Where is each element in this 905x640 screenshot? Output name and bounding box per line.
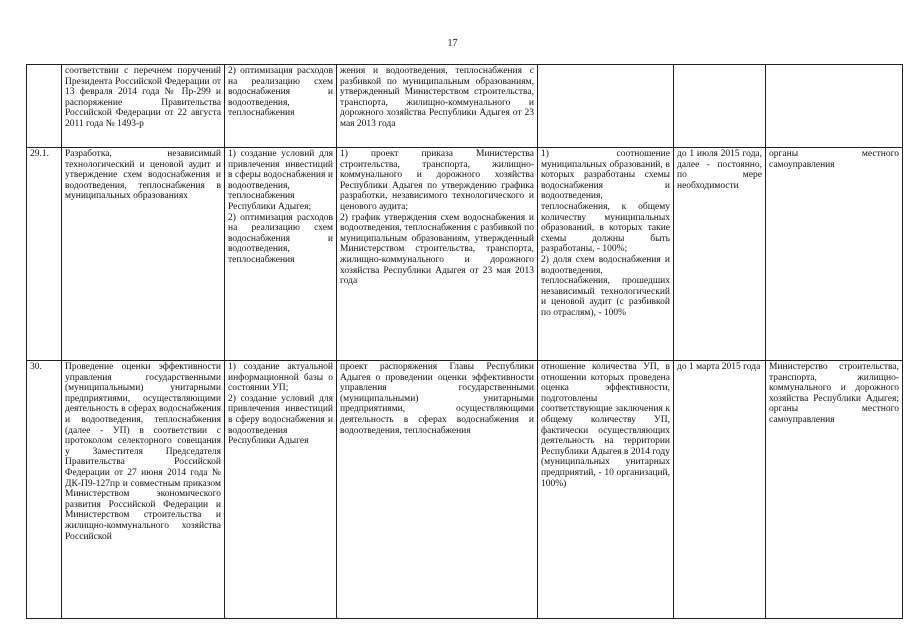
document-type: 1) проект приказа Министерства строительства, транспорта, жилищно-коммунального и дорожного хозяйства Республики Адыгея по утверждению графика разработки, независимого технологического и ценового аудита; 2) график утверждения схем водоснабжения и водоотведения, теплоснабжения с разбивкой по муниципальным образованиям, утвержденный Министерством строительства, транспорта, жилищно-коммунального и дорожного хозяйства Республики Адыгея от 23 мая 2013 года [337,148,538,361]
indicator: 1) соотношение муниципальных образований, в которых разработаны схемы водоснабжения и водоотведения, теплоснабжения, к общему количеству муниципальных образований, в которых такие схемы должны быть разработаны, - 100%; 2) доля схем водоснабжения и водоотведения, теплоснабжения, прошедших независимый технологический и ценовой аудит (с разбивкой по отраслям), - 100% [538,148,674,361]
row-number: 29.1. [27,148,62,361]
responsible [766,65,903,148]
expected-result: 2) оптимизация расходов на реализацию схем водоснабжения и водоотведения, теплоснабжения [225,65,337,148]
table-row [27,65,903,148]
measure-name: Проведение оценки эффективности управления государственными (муниципальными) унитарными предприятиями, осуществляющими деятельность в сферах водоснабжения и водоотведения, теплоснабжения (далее - УП) в соответствии с протоколом селекторного совещания у Заместителя Председателя Правительства Российской Федерации от 27 июня 2014 года № ДК-П9-127пр и совместным приказом Министерством экономического развития Российской Федерации и Министерством строительства и жилищно-коммунального хозяйства Российской [62,361,225,619]
row-number: 30. [27,361,62,619]
expected-result: 1) создание условий для привлечения инвестиций в сферы водоснабжения и водоотведения, теплоснабжения Республики Адыгея; 2) оптимизация расходов на реализацию схем водоснабжения и водоотведения, теплоснабжения [225,148,337,361]
document-type: жения и водоотведения, теплоснабжения с разбивкой по муниципальным образованиям, утвержденный Министерством строительства, транспорта, жилищно-коммунального и дорожного хозяйства Республики Адыгея от 23 мая 2013 года [337,65,538,148]
table-row [27,148,903,361]
measure-name: Разработка, независимый технологический и ценовой аудит и утверждение схем водоснабжения и водоотведения, теплоснабжения в муниципальных образованиях [62,148,225,361]
deadline [674,65,766,148]
table-row [27,361,903,619]
deadline: до 1 марта 2015 года [674,361,766,619]
expected-result: 1) создание актуальной информационной базы о состоянии УП; 2) создание условий для привлечения инвестиций в сферу водоснабжения и водоотведения Республики Адыгея [225,361,337,619]
responsible: Министерство строительства, транспорта, жилищно-коммунального и дорожного хозяйства Республики Адыгея; органы местного самоуправления [766,361,903,619]
indicator: отношение количества УП, в отношении которых проведена оценка эффективности, подготовлены соответствующие заключения к общему количеству УП, фактически осуществляющих деятельность на территории Республики Адыгея в 2014 году (муниципальных унитарных предприятий, - 10 организаций, 100%) [538,361,674,619]
document-type: проект распоряжения Главы Республики Адыгея о проведении оценки эффективности управления государственными (муниципальными) унитарными предприятиями, осуществляющими деятельность в сферах водоснабжения и водоотведения, теплоснабжения [337,361,538,619]
measures-table [26,64,903,619]
responsible: органы местного самоуправления [766,148,903,361]
row-number [27,65,62,148]
indicator [538,65,674,148]
page-number: 17 [447,38,458,49]
measure-name: соответствии с перечнем поручений Президента Российской Федерации от 13 февраля 2014 года № Пр-299 и распоряжение Правительства Российской Федерации от 22 августа 2011 года № 1493-р [62,65,225,148]
deadline: до 1 июля 2015 года, далее - постоянно, по мере необходимости [674,148,766,361]
